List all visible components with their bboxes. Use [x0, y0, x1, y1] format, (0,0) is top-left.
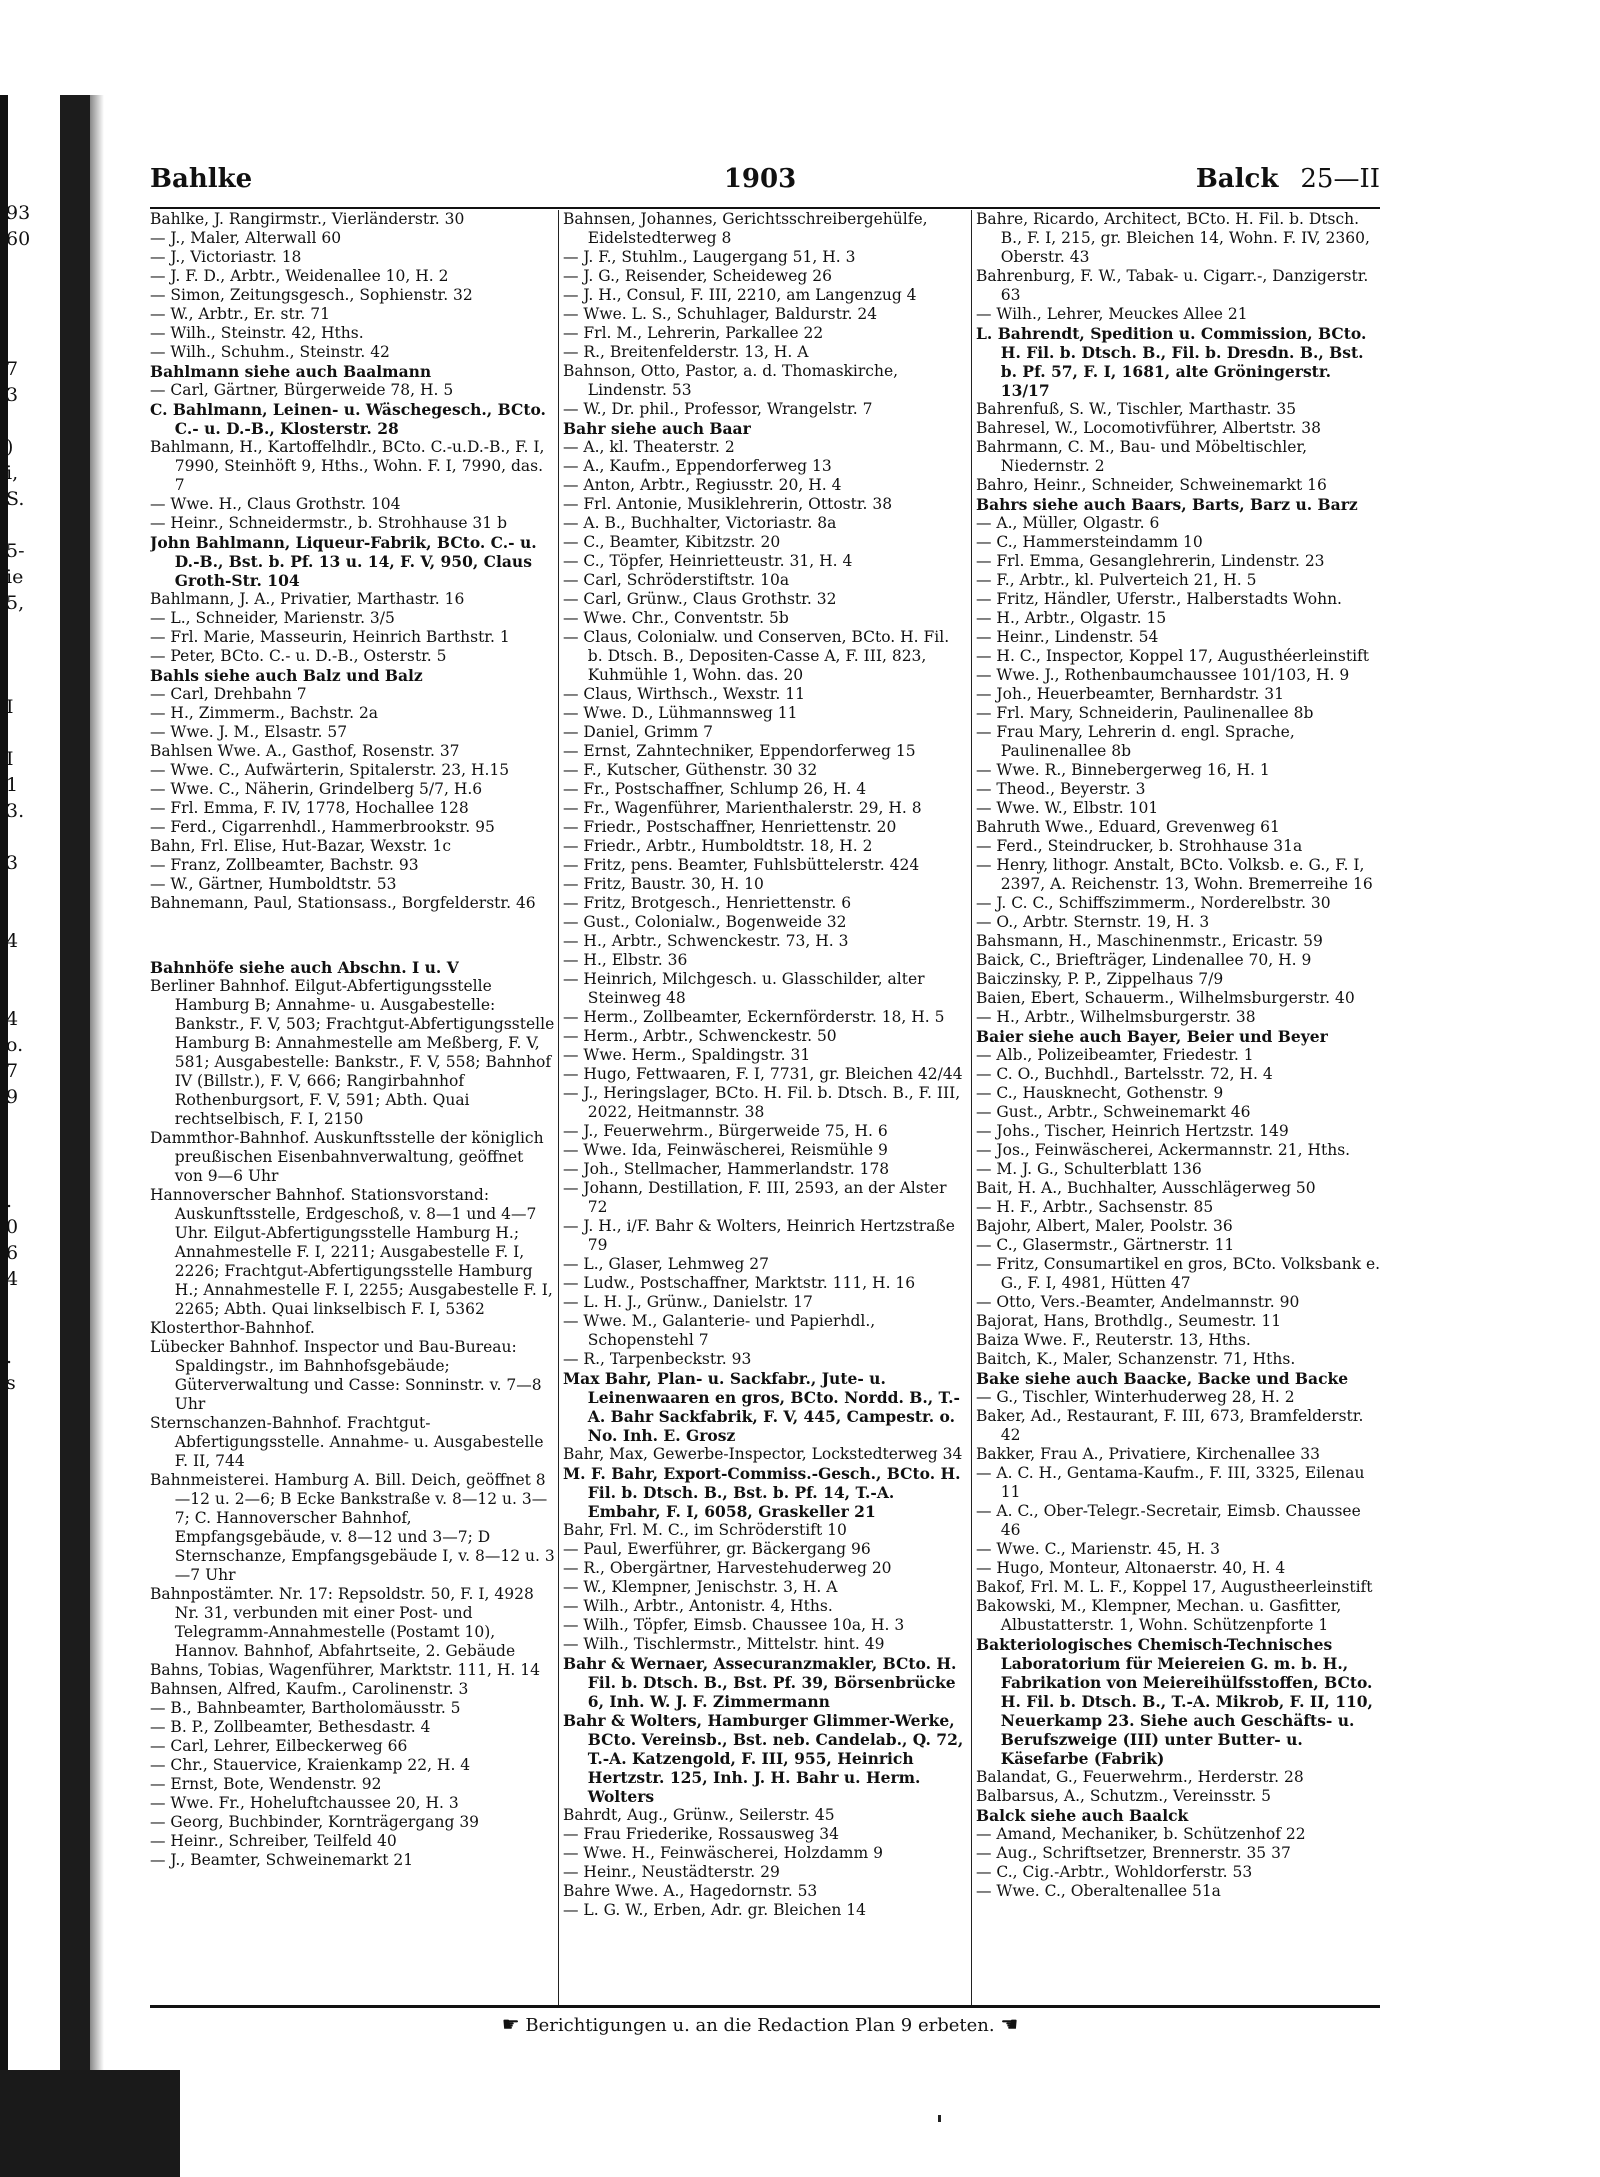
directory-entry: — A. C. H., Gentama-Kaufm., F. III, 3325, Eilenau 11: [976, 1464, 1365, 1501]
directory-entry: — Herm., Zollbeamter, Eckernförderstr. 18, H. 5: [563, 1008, 945, 1026]
directory-entry: — G., Tischler, Winterhuderweg 28, H. 2: [976, 1388, 1295, 1406]
margin-fragment: 5,: [6, 592, 25, 614]
margin-fragment: I: [6, 748, 14, 770]
directory-heading-entry: Baier siehe auch Bayer, Beier und Beyer: [976, 1027, 1328, 1046]
footer-note: Berichtigungen u. an die Redaction Plan 9 erbeten.: [525, 2015, 995, 2036]
directory-entry: — Otto, Vers.-Beamter, Andelmannstr. 90: [976, 1293, 1300, 1311]
margin-fragment: i,: [6, 462, 19, 484]
directory-entry: Bahre, Ricardo, Architect, BCto. H. Fil. b. Dtsch. B., F. I, 215, gr. Bleichen 14, Wohn. F. IV, 2360, Oberstr. 43: [976, 210, 1370, 266]
margin-fragment: s: [6, 1372, 16, 1394]
directory-entry: — Ferd., Cigarrenhdl., Hammerbrookstr. 95: [150, 818, 495, 836]
directory-heading-entry: Max Bahr, Plan- u. Sackfabr., Jute- u. Leinenwaaren en gros, BCto. Nordd. B., T.-A. Bahr Sackfabrik, F. V, 445, Campestr. o. No. Inh. E. Grosz: [563, 1369, 960, 1445]
directory-entry: Bajorat, Hans, Brothdlg., Seumestr. 11: [976, 1312, 1282, 1330]
directory-entry: — Joh., Heuerbeamter, Bernhardstr. 31: [976, 685, 1284, 703]
directory-entry: — Fritz, Händler, Uferstr., Halberstadts Wohn.: [976, 590, 1342, 608]
directory-entry: — A. C., Ober-Telegr.-Secretair, Eimsb. Chaussee 46: [976, 1502, 1361, 1539]
directory-entry: — C., Hammersteindamm 10: [976, 533, 1203, 551]
book-gutter: [60, 95, 90, 2085]
directory-entry: — O., Arbtr. Sternstr. 19, H. 3: [976, 913, 1210, 931]
directory-entry: — A., kl. Theaterstr. 2: [563, 438, 735, 456]
directory-heading-entry: John Bahlmann, Liqueur-Fabrik, BCto. C.- u. D.-B., Bst. b. Pf. 13 u. 14, F. V, 950, Claus Groth-Str. 104: [150, 533, 537, 590]
page-header: [140, 164, 1380, 204]
directory-entry: — J., Victoriastr. 18: [150, 248, 302, 266]
margin-fragment: 9: [6, 1086, 19, 1108]
directory-entry: — Ludw., Postschaffner, Marktstr. 111, H. 16: [563, 1274, 916, 1292]
directory-entry: — H., Elbstr. 36: [563, 951, 688, 969]
directory-entry: — Paul, Ewerführer, gr. Bäckergang 96: [563, 1540, 871, 1558]
header-year: 1903: [723, 164, 797, 194]
directory-entry: — W., Dr. phil., Professor, Wrangelstr. 7: [563, 400, 873, 418]
directory-entry: — Theod., Beyerstr. 3: [976, 780, 1146, 798]
directory-entry: Bahlmann, H., Kartoffelhdlr., BCto. C.-u.D.-B., F. I, 7990, Steinhöft 9, Hths., Wohn. F. I, 7990, das. 7: [150, 438, 545, 494]
directory-entry: Dammthor-Bahnhof. Auskunftsstelle der königlich preußischen Eisenbahnverwaltung, geöffnet von 9—6 Uhr: [150, 1129, 544, 1185]
directory-entry: — Wilh., Schuhm., Steinstr. 42: [150, 343, 390, 361]
directory-entry: — Peter, BCto. C.- u. D.-B., Osterstr. 5: [150, 647, 447, 665]
directory-entry: Bajohr, Albert, Maler, Poolstr. 36: [976, 1217, 1233, 1235]
directory-entry: — Frl. M., Lehrerin, Parkallee 22: [563, 324, 824, 342]
directory-entry: — Wwe. W., Elbstr. 101: [976, 799, 1159, 817]
directory-entry: Bahre Wwe. A., Hagedornstr. 53: [563, 1882, 818, 1900]
directory-entry: Bahns, Tobias, Wagenführer, Marktstr. 111, H. 14: [150, 1661, 540, 1679]
margin-fragment: 0: [6, 1216, 19, 1238]
directory-entry: Baick, C., Briefträger, Lindenallee 70, H. 9: [976, 951, 1312, 969]
directory-heading-entry: Bahrs siehe auch Baars, Barts, Barz u. Barz: [976, 495, 1358, 514]
directory-entry: Bahresel, W., Locomotivführer, Albertstr. 38: [976, 419, 1321, 437]
directory-entry: — Frl. Mary, Schneiderin, Paulinenallee 8b: [976, 704, 1314, 722]
directory-entry: Lübecker Bahnhof. Inspector und Bau-Bureau: Spaldingstr., im Bahnhofsgebäude; Güterverwaltung und Casse: Sonninstr. v. 7—8 Uhr: [150, 1338, 542, 1413]
directory-entry: — C., Beamter, Kibitzstr. 20: [563, 533, 781, 551]
directory-entry: — Heinr., Neustädterstr. 29: [563, 1863, 780, 1881]
directory-entry: — C., Cig.-Arbtr., Wohldorferstr. 53: [976, 1863, 1253, 1881]
directory-entry: Bahlke, J. Rangirmstr., Vierländerstr. 30: [150, 210, 465, 228]
margin-fragment: [6, 876, 46, 902]
header-right: [1196, 164, 1380, 194]
directory-entry: — Wwe. Fr., Hoheluftchaussee 20, H. 3: [150, 1794, 459, 1812]
directory-entry: — Johs., Tischer, Heinrich Hertzstr. 149: [976, 1122, 1289, 1140]
directory-entry: — L., Glaser, Lehmweg 27: [563, 1255, 769, 1273]
directory-entry: — Frl. Antonie, Musiklehrerin, Ottostr. 38: [563, 495, 893, 513]
directory-entry: — Herm., Arbtr., Schwenckestr. 50: [563, 1027, 837, 1045]
directory-entry: — Wwe. C., Marienstr. 45, H. 3: [976, 1540, 1220, 1558]
directory-heading-entry: Bahnhöfe siehe auch Abschn. I u. V: [150, 958, 459, 977]
margin-fragment: [6, 512, 46, 538]
directory-entry: Klosterthor-Bahnhof.: [150, 1319, 315, 1337]
footer-rule: [150, 2005, 1380, 2008]
header-left-catchword: Bahlke: [150, 164, 253, 194]
margin-fragment: 3.: [6, 800, 25, 822]
margin-fragment: o.: [6, 1034, 24, 1056]
margin-fragment: [6, 1136, 46, 1162]
directory-entry: Baiczinsky, P. P., Zippelhaus 7/9: [976, 970, 1224, 988]
margin-fragment: 4: [6, 1268, 19, 1290]
column-divider-1: [558, 210, 559, 2005]
directory-entry: — J., Maler, Alterwall 60: [150, 229, 342, 247]
directory-entry: — Heinr., Lindenstr. 54: [976, 628, 1159, 646]
directory-entry: — Joh., Stellmacher, Hammerlandstr. 178: [563, 1160, 890, 1178]
directory-entry: Balbarsus, A., Schutzm., Vereinsstr. 5: [976, 1787, 1272, 1805]
directory-entry: — A., Kaufm., Eppendorferweg 13: [563, 457, 832, 475]
directory-entry: — Ferd., Steindrucker, b. Strohhause 31a: [976, 837, 1303, 855]
directory-entry: — Wwe. D., Lühmannsweg 11: [563, 704, 798, 722]
directory-entry: — J. H., i/F. Bahr & Wolters, Heinrich Hertzstraße 79: [563, 1217, 955, 1254]
directory-entry: — H. C., Inspector, Koppel 17, Augusthéerleinstift: [976, 647, 1369, 665]
directory-entry: — Wilh., Arbtr., Antonistr. 4, Hths.: [563, 1597, 833, 1615]
directory-entry: — R., Breitenfelderstr. 13, H. A: [563, 343, 809, 361]
directory-entry: — Wwe. Herm., Spaldingstr. 31: [563, 1046, 811, 1064]
directory-entry: Bahr, Frl. M. C., im Schröderstift 10: [563, 1521, 847, 1539]
margin-fragment: [6, 1292, 46, 1318]
directory-entry: — Chr., Stauervice, Kraienkamp 22, H. 4: [150, 1756, 471, 1774]
scan-bottom-band: [0, 2070, 180, 2177]
directory-entry: — W., Arbtr., Er. str. 71: [150, 305, 331, 323]
directory-entry: — Alb., Polizeibeamter, Friedestr. 1: [976, 1046, 1254, 1064]
directory-entry: — H., Arbtr., Wilhelmsburgerstr. 38: [976, 1008, 1256, 1026]
directory-entry: — Frau Friederike, Rossausweg 34: [563, 1825, 840, 1843]
directory-entry: — C., Hausknecht, Gothenstr. 9: [976, 1084, 1224, 1102]
margin-fragment: 60: [6, 228, 31, 250]
directory-entry: — Frl. Emma, F. IV, 1778, Hochallee 128: [150, 799, 469, 817]
directory-entry: — Ernst, Bote, Wendenstr. 92: [150, 1775, 382, 1793]
column-3: [976, 210, 1381, 2005]
directory-entry: Bahnpostämter. Nr. 17: Repsoldstr. 50, F. I, 4928 Nr. 31, verbunden mit einer Post- und Telegramm-Annahmestelle (Postamt 10), Hannov. Bahnhof, Abfahrtseite, 2. Gebäude: [150, 1585, 534, 1660]
margin-fragment: [6, 278, 46, 304]
directory-entry: — H., Arbtr., Olgastr. 15: [976, 609, 1167, 627]
directory-entry: Balandat, G., Feuerwehrm., Herderstr. 28: [976, 1768, 1304, 1786]
margin-fragment: 93: [6, 202, 31, 224]
directory-entry: — Wwe. R., Binnebergerweg 16, H. 1: [976, 761, 1270, 779]
directory-entry: — Friedr., Arbtr., Humboldtstr. 18, H. 2: [563, 837, 873, 855]
directory-entry: — J. F., Stuhlm., Laugergang 51, H. 3: [563, 248, 856, 266]
entry-columns: [150, 210, 1380, 2005]
pointing-hand-left-icon: ☚: [1000, 2012, 1019, 2036]
directory-entry: — Georg, Buchbinder, Kornträgergang 39: [150, 1813, 480, 1831]
directory-entry: — Gust., Colonialw., Bogenweide 32: [563, 913, 847, 931]
directory-page: [140, 150, 1380, 2050]
gutter-shadow: [90, 95, 104, 2085]
directory-entry: — Wwe. H., Feinwäscherei, Holzdamm 9: [563, 1844, 883, 1862]
directory-entry: — H., Zimmerm., Bachstr. 2a: [150, 704, 379, 722]
directory-heading-entry: L. Bahrendt, Spedition u. Commission, BCto. H. Fil. b. Dtsch. B., Fil. b. Dresdn. B., Bst. b. Pf. 57, F. I, 1681, alte Gröningerstr. 13/17: [976, 324, 1367, 400]
directory-entry: — Wwe. L. S., Schuhlager, Baldurstr. 24: [563, 305, 878, 323]
margin-fragment: [6, 616, 46, 642]
directory-entry: Bahnemann, Paul, Stationsass., Borgfelderstr. 46: [150, 894, 536, 912]
column-2: [563, 210, 968, 2005]
directory-heading-entry: Bahls siehe auch Balz und Balz: [150, 666, 423, 685]
directory-entry: — Fritz, Consumartikel en gros, BCto. Volksbank e. G., F. I, 4981, Hütten 47: [976, 1255, 1381, 1292]
directory-entry: Baitch, K., Maler, Schanzenstr. 71, Hths.: [976, 1350, 1296, 1368]
directory-entry: Bahlsen Wwe. A., Gasthof, Rosenstr. 37: [150, 742, 460, 760]
directory-entry: Bahnsen, Alfred, Kaufm., Carolinenstr. 3: [150, 1680, 469, 1698]
page-number: 25—II: [1300, 164, 1380, 194]
directory-heading-entry: Bahlmann siehe auch Baalmann: [150, 362, 432, 381]
directory-entry: — Aug., Schriftsetzer, Brennerstr. 35 37: [976, 1844, 1291, 1862]
margin-fragment: [6, 954, 46, 980]
directory-entry: — F., Kutscher, Güthenstr. 30 32: [563, 761, 818, 779]
directory-entry: Bakof, Frl. M. L. F., Koppel 17, Augustheerleinstift: [976, 1578, 1373, 1596]
directory-entry: — Hugo, Monteur, Altonaerstr. 40, H. 4: [976, 1559, 1286, 1577]
margin-fragment: ): [6, 436, 14, 458]
margin-fragment: 4: [6, 930, 19, 952]
margin-fragment: [6, 980, 46, 1006]
margin-fragment: 5-: [6, 540, 25, 562]
directory-entry: Bahrmann, C. M., Bau- und Möbeltischler, Niedernstr. 2: [976, 438, 1308, 475]
margin-fragment: [6, 642, 46, 668]
directory-entry: — B., Bahnbeamter, Bartholomäusstr. 5: [150, 1699, 461, 1717]
margin-fragment: 6: [6, 1242, 19, 1264]
directory-entry: — Wwe. Ida, Feinwäscherei, Reismühle 9: [563, 1141, 888, 1159]
directory-entry: Bahnsen, Johannes, Gerichtsschreibergehülfe, Eidelstedterweg 8: [563, 210, 928, 247]
directory-entry: — Hugo, Fettwaaren, F. I, 7731, gr. Bleichen 42/44: [563, 1065, 963, 1083]
directory-entry: Bahnson, Otto, Pastor, a. d. Thomaskirche, Lindenstr. 53: [563, 362, 899, 399]
margin-fragment: S.: [6, 488, 25, 510]
margin-fragment: [6, 720, 46, 746]
directory-entry: Baiza Wwe. F., Reuterstr. 13, Hths.: [976, 1331, 1251, 1349]
directory-entry: — F., Arbtr., kl. Pulverteich 21, H. 5: [976, 571, 1257, 589]
directory-entry: Bahsmann, H., Maschinenmstr., Ericastr. 59: [976, 932, 1323, 950]
directory-heading-entry: Bakteriologisches Chemisch-Technisches Laboratorium für Meiereien G. m. b. H., Fabrikation von Meiereihülfsstoffen, BCto. H. Fil. b. Dtsch. B., T.-A. Mikrob, F. II, 110, Neuerkamp 23. Siehe auch Geschäfts- u. Berufszweige (III) unter Butter- u. Käsefarbe (Fabrik): [976, 1635, 1373, 1768]
directory-entry: — J. G., Reisender, Scheideweg 26: [563, 267, 832, 285]
directory-entry: — Carl, Schröderstiftstr. 10a: [563, 571, 790, 589]
directory-entry: — Friedr., Postschaffner, Henriettenstr. 20: [563, 818, 897, 836]
directory-entry: — L. H. J., Grünw., Danielstr. 17: [563, 1293, 813, 1311]
directory-entry: — M. J. G., Schulterblatt 136: [976, 1160, 1202, 1178]
header-rule: [150, 207, 1380, 209]
directory-entry: — Frl. Marie, Masseurin, Heinrich Barthstr. 1: [150, 628, 510, 646]
pointing-hand-icon: ☛: [501, 2012, 520, 2036]
margin-fragment: [6, 1110, 46, 1136]
page-footer: [140, 2012, 1380, 2036]
directory-entry: Berliner Bahnhof. Eilgut-Abfertigungsstelle Hamburg B; Annahme- u. Ausgabestelle: Bankstr., F. V, 503; Frachtgut-Abfertigungsstelle Hamburg B: Annahmestelle am Meßberg, F. V, 581; Ausgabestelle: Bankstr., F. V, 558; Bahnhof IV (Billstr.), F. V, 666; Rangirbahnhof Rothenburgsort, F. V, 591; Abth. Quai rechtselbisch, F. I, 2150: [150, 977, 555, 1128]
directory-heading-entry: Bahr & Wolters, Hamburger Glimmer-Werke, BCto. Vereinsb., Bst. neb. Candelab., Q. 72, T.-A. Katzengold, F. III, 955, Heinrich Hertzstr. 125, Inh. J. H. Bahr u. Herm. Wolters: [563, 1711, 964, 1806]
directory-entry: Bahr, Max, Gewerbe-Inspector, Lockstedterweg 34: [563, 1445, 963, 1463]
directory-entry: — Heinr., Schreiber, Teilfeld 40: [150, 1832, 397, 1850]
directory-entry: — B. P., Zollbeamter, Bethesdastr. 4: [150, 1718, 431, 1736]
directory-entry: — Heinr., Schneidermstr., b. Strohhause 31 b: [150, 514, 507, 532]
directory-entry: Sternschanzen-Bahnhof. Frachtgut-Abfertigungsstelle. Annahme- u. Ausgabestelle F. II, 744: [150, 1414, 544, 1470]
speck-mark: [938, 2115, 941, 2122]
directory-entry: — Claus, Colonialw. und Conserven, BCto. H. Fil. b. Dtsch. B., Depositen-Casse A, F. III, 823, Kuhmühle 1, Wohn. das. 20: [563, 628, 950, 684]
directory-entry: — L., Schneider, Marienstr. 3/5: [150, 609, 395, 627]
margin-fragment: [6, 304, 46, 330]
directory-entry: — J., Heringslager, BCto. H. Fil. b. Dtsch. B., F. III, 2022, Heitmannstr. 38: [563, 1084, 961, 1121]
previous-page-margin: [6, 200, 46, 1396]
directory-heading-entry: C. Bahlmann, Leinen- u. Wäschegesch., BCto. C.- u. D.-B., Klosterstr. 28: [150, 400, 546, 438]
directory-entry: — H., Arbtr., Schwenckestr. 73, H. 3: [563, 932, 849, 950]
directory-entry: — Wwe. C., Oberaltenallee 51a: [976, 1882, 1221, 1900]
directory-entry: Baker, Ad., Restaurant, F. III, 673, Bramfelderstr. 42: [976, 1407, 1364, 1444]
directory-entry: — Wwe. J. M., Elsastr. 57: [150, 723, 348, 741]
directory-entry: Bahn, Frl. Elise, Hut-Bazar, Wexstr. 1c: [150, 837, 452, 855]
directory-entry: Bait, H. A., Buchhalter, Ausschlägerweg 50: [976, 1179, 1316, 1197]
margin-fragment: [6, 1318, 46, 1344]
directory-entry: — Wilh., Töpfer, Eimsb. Chaussee 10a, H. 3: [563, 1616, 905, 1634]
margin-fragment: I: [6, 696, 14, 718]
margin-fragment: .: [6, 1346, 13, 1368]
directory-entry: — Wilh., Steinstr. 42, Hths.: [150, 324, 364, 342]
directory-entry: — Wwe. C., Aufwärterin, Spitalerstr. 23, H.15: [150, 761, 510, 779]
directory-entry: — C., Glasermstr., Gärtnerstr. 11: [976, 1236, 1235, 1254]
directory-entry: — Fritz, Brotgesch., Henriettenstr. 6: [563, 894, 852, 912]
directory-entry: — R., Obergärtner, Harvestehuderweg 20: [563, 1559, 892, 1577]
directory-entry: — Frau Mary, Lehrerin d. engl. Sprache, Paulinenallee 8b: [976, 723, 1295, 760]
directory-entry: — J. F. D., Arbtr., Weidenallee 10, H. 2: [150, 267, 449, 285]
directory-entry: Bahruth Wwe., Eduard, Grevenweg 61: [976, 818, 1280, 836]
directory-entry: [150, 929, 555, 943]
directory-entry: — Wwe. M., Galanterie- und Papierhdl., Schopenstehl 7: [563, 1312, 876, 1349]
directory-entry: — Wwe. J., Rothenbaumchaussee 101/103, H. 9: [976, 666, 1350, 684]
directory-entry: — C. O., Buchhdl., Bartelsstr. 72, H. 4: [976, 1065, 1273, 1083]
margin-fragment: 3: [6, 384, 19, 406]
directory-entry: — Fr., Postschaffner, Schlump 26, H. 4: [563, 780, 867, 798]
column-divider-2: [971, 210, 972, 2005]
directory-entry: — Jos., Feinwäscherei, Ackermannstr. 21, Hths.: [976, 1141, 1351, 1159]
directory-entry: — Fr., Wagenführer, Marienthalerstr. 29, H. 8: [563, 799, 922, 817]
directory-entry: — Wilh., Tischlermstr., Mittelstr. hint. 49: [563, 1635, 885, 1653]
directory-entry: Bahnmeisterei. Hamburg A. Bill. Deich, geöffnet 8—12 u. 2—6; B Ecke Bankstraße v. 8—12 u. 3—7; C. Hannoverscher Bahnhof, Empfangsgebäude, v. 8—12 und 3—7; D Sternschanze, Empfangsgebäude I, v. 8—12 u. 3—7 Uhr: [150, 1471, 555, 1584]
margin-fragment: 4: [6, 1008, 19, 1030]
directory-entry: — Ernst, Zahntechniker, Eppendorferweg 15: [563, 742, 916, 760]
directory-entry: — Simon, Zeitungsgesch., Sophienstr. 32: [150, 286, 473, 304]
directory-entry: — Anton, Arbtr., Regiusstr. 20, H. 4: [563, 476, 842, 494]
directory-entry: — A., Müller, Olgastr. 6: [976, 514, 1160, 532]
directory-entry: Hannoverscher Bahnhof. Stationsvorstand: Auskunftsstelle, Erdgeschoß, v. 8—1 und 4—7 Uhr. Eilgut-Abfertigungsstelle Hamburg H.; Annahmestelle F. I, 2211; Ausgabestelle F. I, 2226; Frachtgut-Abfertigungsstelle Hamburg H.; Annahmestelle F. I, 2255; Ausgabestelle F. I, 2265; Abth. Quai linkselbisch F. I, 5362: [150, 1186, 553, 1318]
margin-fragment: 1: [6, 774, 19, 796]
margin-fragment: [6, 1162, 46, 1188]
directory-entry: — W., Gärtner, Humboldtstr. 53: [150, 875, 397, 893]
directory-entry: — Henry, lithogr. Anstalt, BCto. Volksb. e. G., F. I, 2397, A. Reichenstr. 13, Wohn. Bremerreihe 16: [976, 856, 1373, 893]
margin-fragment: [6, 252, 46, 278]
directory-entry: — Gust., Arbtr., Schweinemarkt 46: [976, 1103, 1251, 1121]
directory-entry: Bakowski, M., Klempner, Mechan. u. Gasfitter, Albustatterstr. 1, Wohn. Schützenpforte 1: [976, 1597, 1342, 1634]
directory-entry: Bakker, Frau A., Privatiere, Kirchenallee 33: [976, 1445, 1320, 1463]
directory-entry: — Wwe. Chr., Conventstr. 5b: [563, 609, 789, 627]
directory-entry: — Frl. Emma, Gesanglehrerin, Lindenstr. 23: [976, 552, 1325, 570]
directory-entry: — Fritz, Baustr. 30, H. 10: [563, 875, 764, 893]
directory-entry: — Carl, Lehrer, Eilbeckerweg 66: [150, 1737, 408, 1755]
margin-fragment: [6, 330, 46, 356]
margin-fragment: .: [6, 1190, 13, 1212]
directory-entry: — Johann, Destillation, F. III, 2593, an der Alster 72: [563, 1179, 947, 1216]
directory-entry: — J. C. C., Schiffszimmerm., Norderelbstr. 30: [976, 894, 1331, 912]
directory-entry: — L. G. W., Erben, Adr. gr. Bleichen 14: [563, 1901, 867, 1919]
directory-entry: — Franz, Zollbeamter, Bachstr. 93: [150, 856, 419, 874]
directory-heading-entry: Bake siehe auch Baacke, Backe und Backe: [976, 1369, 1349, 1388]
directory-entry: — Fritz, pens. Beamter, Fuhlsbüttelerstr. 424: [563, 856, 920, 874]
directory-entry: Bahlmann, J. A., Privatier, Marthastr. 16: [150, 590, 465, 608]
header-right-catchword: Balck: [1195, 164, 1279, 194]
directory-entry: — Claus, Wirthsch., Wexstr. 11: [563, 685, 805, 703]
directory-entry: Bahro, Heinr., Schneider, Schweinemarkt 16: [976, 476, 1327, 494]
directory-entry: — Wwe. H., Claus Grothstr. 104: [150, 495, 401, 513]
directory-entry: Bahrenfuß, S. W., Tischler, Marthastr. 35: [976, 400, 1297, 418]
directory-entry: — Carl, Grünw., Claus Grothstr. 32: [563, 590, 837, 608]
directory-entry: — H. F., Arbtr., Sachsenstr. 85: [976, 1198, 1214, 1216]
directory-entry: — J. H., Consul, F. III, 2210, am Langenzug 4: [563, 286, 917, 304]
column-1: [150, 210, 555, 2005]
margin-fragment: 7: [6, 1060, 19, 1082]
directory-entry: — J., Feuerwehrm., Bürgerweide 75, H. 6: [563, 1122, 888, 1140]
directory-entry: — Daniel, Grimm 7: [563, 723, 713, 741]
directory-heading-entry: Bahr siehe auch Baar: [563, 419, 751, 438]
directory-entry: Bahrdt, Aug., Grünw., Seilerstr. 45: [563, 1806, 835, 1824]
directory-entry: — Carl, Drehbahn 7: [150, 685, 307, 703]
directory-entry: Baien, Ebert, Schauerm., Wilhelmsburgerstr. 40: [976, 989, 1355, 1007]
margin-fragment: [6, 668, 46, 694]
directory-entry: — J., Beamter, Schweinemarkt 21: [150, 1851, 414, 1869]
directory-heading-entry: M. F. Bahr, Export-Commiss.-Gesch., BCto. H. Fil. b. Dtsch. B., Bst. b. Pf. 14, T.-A. Embahr, F. I, 6058, Graskeller 21: [563, 1464, 961, 1521]
margin-fragment: 3: [6, 852, 19, 874]
directory-entry: — Amand, Mechaniker, b. Schützenhof 22: [976, 1825, 1306, 1843]
directory-entry: Bahrenburg, F. W., Tabak- u. Cigarr.-, Danzigerstr. 63: [976, 267, 1369, 304]
directory-entry: — Heinrich, Milchgesch. u. Glasschilder, alter Steinweg 48: [563, 970, 925, 1007]
directory-entry: — R., Tarpenbeckstr. 93: [563, 1350, 752, 1368]
margin-fragment: 7: [6, 358, 19, 380]
directory-entry: — C., Töpfer, Heinrietteustr. 31, H. 4: [563, 552, 853, 570]
directory-entry: — Wwe. C., Näherin, Grindelberg 5/7, H.6: [150, 780, 483, 798]
directory-entry: — Wilh., Lehrer, Meuckes Allee 21: [976, 305, 1248, 323]
margin-fragment: [6, 408, 46, 434]
directory-entry: — W., Klempner, Jenischstr. 3, H. A: [563, 1578, 838, 1596]
directory-entry: — Carl, Gärtner, Bürgerweide 78, H. 5: [150, 381, 454, 399]
directory-entry: — A. B., Buchhalter, Victoriastr. 8a: [563, 514, 837, 532]
directory-heading-entry: Balck siehe auch Baalck: [976, 1806, 1189, 1825]
margin-fragment: ie: [6, 566, 24, 588]
directory-heading-entry: Bahr & Wernaer, Assecuranzmakler, BCto. H. Fil. b. Dtsch. B., Bst. Pf. 39, Börsenbrücke 6, Inh. W. J. F. Zimmermann: [563, 1654, 957, 1711]
margin-fragment: [6, 824, 46, 850]
margin-fragment: [6, 902, 46, 928]
